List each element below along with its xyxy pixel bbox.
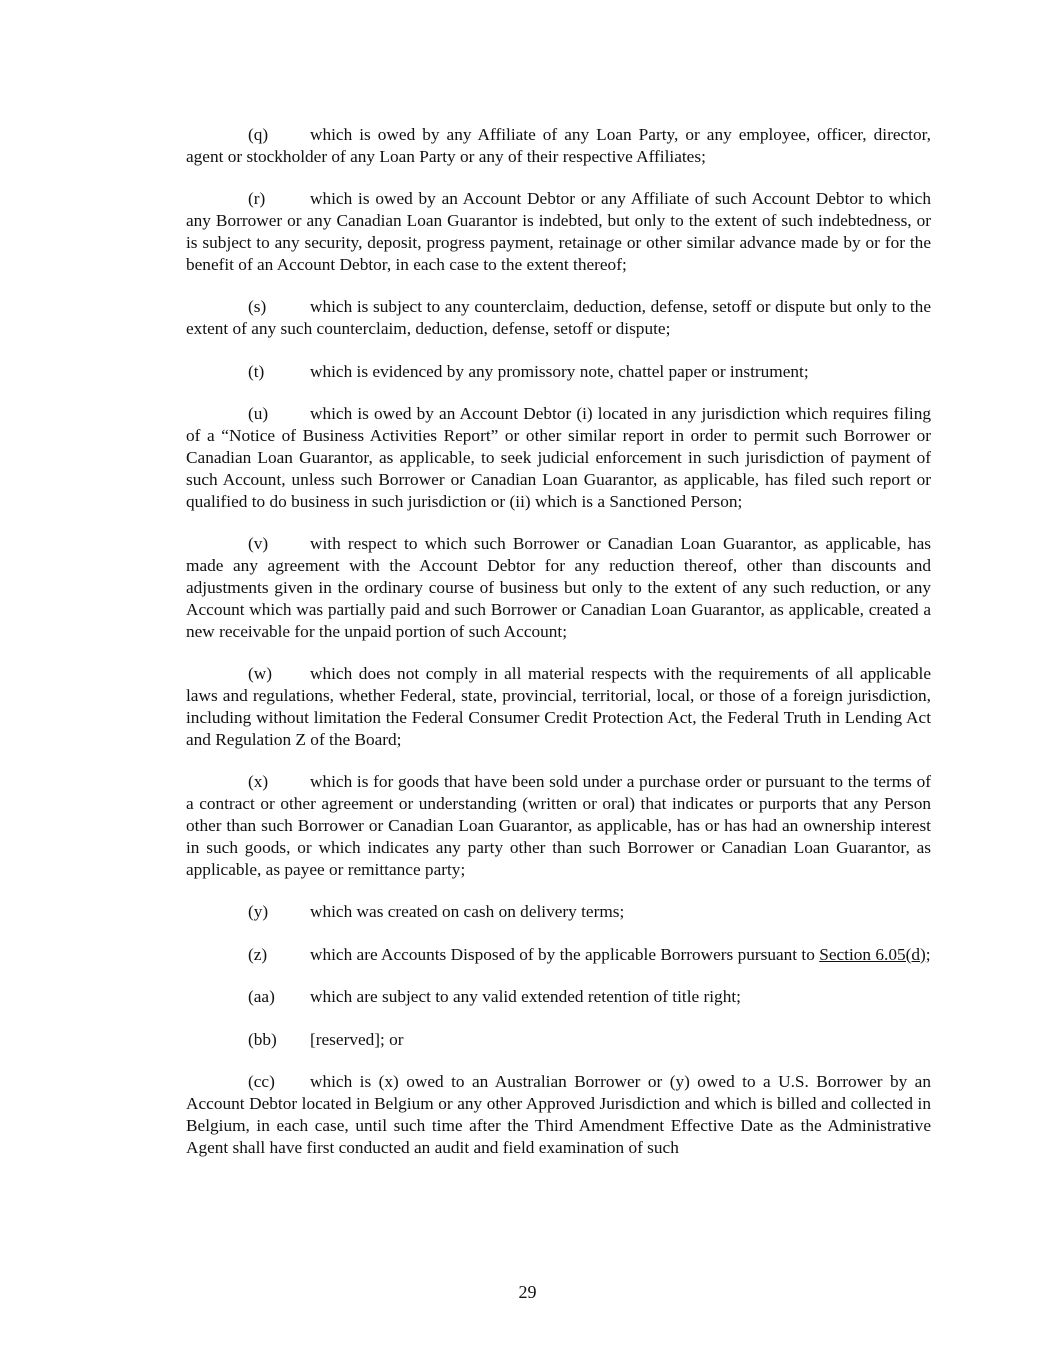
paragraph-label: (u) <box>248 404 269 424</box>
paragraph-t <box>186 361 931 383</box>
paragraph-label: (v) <box>248 534 269 554</box>
paragraph-text: with respect to which such Borrower or Canadian Loan Guarantor, as applicable, has made any agreement with the Account Debtor for any reduction thereof, other than discounts and adjustments given in the ordinary course of business but only to the extent of any such reduction, or any Account which was partially paid and such Borrower or Canadian Loan Guarantor, as applicable, created a new receivable for the unpaid portion of such Account; <box>186 534 931 641</box>
paragraph-label: (w) <box>248 664 272 684</box>
paragraph-bb <box>186 1029 931 1051</box>
paragraph-text: which is for goods that have been sold under a purchase order or pursuant to the terms of a contract or other agreement or understanding (written or oral) that indicates or purports that any Person other than such Borrower or Canadian Loan Guarantor, as applicable, has or has had an ownership interest in such goods, or which indicates any party other than such Borrower or Canadian Loan Guarantor, as applicable, as payee or remittance party; <box>186 772 931 879</box>
paragraph-tail: ; <box>925 944 931 964</box>
paragraph-label: (x) <box>248 772 269 792</box>
paragraph-label: (r) <box>248 189 266 209</box>
paragraph-text: which was created on cash on delivery terms; <box>310 902 625 922</box>
paragraph-text: which does not comply in all material respects with the requirements of all applicable laws and regulations, whether Federal, state, provincial, territorial, local, or those of a foreign jurisdiction, including without limitation the Federal Consumer Credit Protection Act, the Federal Truth in Lending Act and Regulation Z of the Board; <box>186 664 931 749</box>
paragraph-r <box>186 188 931 276</box>
paragraph-y <box>186 901 931 923</box>
paragraph-aa <box>186 986 931 1008</box>
paragraph-label: (t) <box>248 361 265 381</box>
paragraph-text: which is subject to any counterclaim, deduction, defense, setoff or dispute but only to the extent of any such counterclaim, deduction, defense, setoff or dispute; <box>186 297 931 339</box>
paragraph-label: (q) <box>248 125 269 144</box>
paragraph-text: which is owed by an Account Debtor or any Affiliate of such Account Debtor to which any Borrower or any Canadian Loan Guarantor is indebted, but only to the extent of such indebtedness, or is subject to any security, deposit, progress payment, retainage or other similar advance made by or for the benefit of an Account Debtor, in each case to the extent thereof; <box>186 189 931 275</box>
paragraph-x <box>186 771 931 881</box>
paragraph-text: which is owed by an Account Debtor (i) located in any jurisdiction which requires filing of a “Notice of Business Activities Report” or other similar report in order to permit such Borrower or Canadian Loan Guarantor, as applicable, to seek judicial enforcement in such jurisdiction of payment of such Account, unless such Borrower or Canadian Loan Guarantor, as applicable, has filed such report or qualified to do business in such jurisdiction or (ii) which is a Sanctioned Person; <box>186 404 931 511</box>
paragraph-label: (z) <box>248 944 268 964</box>
paragraph-s <box>186 296 931 340</box>
document-body <box>186 124 931 1179</box>
paragraph-u <box>186 403 931 513</box>
paragraph-w <box>186 663 931 751</box>
paragraph-text: which is evidenced by any promissory note, chattel paper or instrument; <box>310 361 809 381</box>
paragraph-cc <box>186 1071 931 1159</box>
paragraph-label: (aa) <box>248 987 275 1007</box>
paragraph-label: (s) <box>248 297 267 317</box>
paragraph-text: [reserved]; or <box>310 1029 404 1049</box>
paragraph-v <box>186 533 931 643</box>
paragraph-text: which are subject to any valid extended retention of title right; <box>310 987 741 1007</box>
paragraph-label: (y) <box>248 902 269 922</box>
paragraph-text: which is owed by any Affiliate of any Loan Party, or any employee, officer, director, agent or stockholder of any Loan Party or any of their respective Affiliates; <box>186 125 931 166</box>
paragraph-z <box>186 944 931 966</box>
page-number: 29 <box>518 1282 537 1302</box>
section-reference-link[interactable]: Section 6.05(d) <box>819 944 926 964</box>
paragraph-text: which is (x) owed to an Australian Borrower or (y) owed to a U.S. Borrower by an Account Debtor located in Belgium or any other Approved Jurisdiction and which is billed and collected in Belgium, in each case, until such time after the Third Amendment Effective Date as the Administrative Agent shall have first conducted an audit and field examination of such <box>186 1072 931 1157</box>
paragraph-label: (cc) <box>248 1072 275 1091</box>
paragraph-text: which are Accounts Disposed of by the applicable Borrowers pursuant to <box>310 944 815 964</box>
paragraph-label: (bb) <box>248 1029 277 1049</box>
paragraph-q <box>186 124 931 168</box>
